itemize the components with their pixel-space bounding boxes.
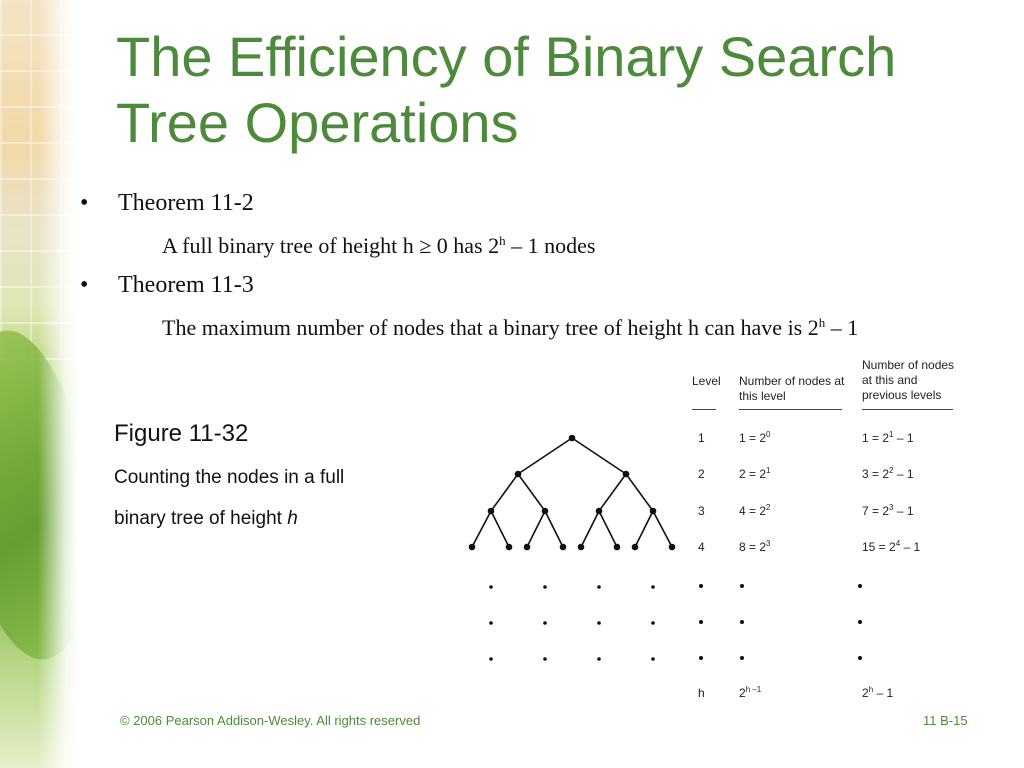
figure-label: Figure 11-32 (114, 420, 249, 447)
slide-title: The Efficiency of Binary Search Tree Operations (116, 25, 897, 154)
footer-page-number: 11 B-15 (923, 713, 968, 728)
statement-exponent: h (499, 233, 506, 248)
tree-edge (491, 511, 509, 547)
tree-edge (599, 511, 617, 547)
statement-exponent: h (818, 315, 826, 330)
header-nodes-at-level: Number of nodes at this level (739, 374, 845, 403)
row-nodes-cumulative: $15 = 2^4 - 1$ (862, 539, 921, 554)
tree-edges (472, 438, 672, 547)
row-nodes-cumulative-h: 2$^h$ – 1 (862, 685, 894, 700)
row-level: 2 (698, 467, 705, 481)
tree-node (669, 544, 676, 551)
statement-text: The maximum number of nodes that a binary tree of height h can have is 2 (162, 315, 819, 340)
tree-edge (653, 511, 672, 547)
row-nodes-at-level: $8 = 2^3$ (739, 539, 771, 554)
tree-edge (635, 511, 653, 547)
bullet-marker: • (80, 190, 89, 216)
row-level: 3 (698, 504, 705, 518)
tree-node (469, 544, 476, 551)
tree-edge (599, 474, 626, 511)
tree-node (506, 544, 513, 551)
header-rule (739, 409, 842, 410)
tree-edge (581, 511, 599, 547)
bullet-heading: Theorem 11-2 (118, 190, 254, 216)
tree-edge (518, 474, 545, 511)
statement-tail: – 1 nodes (505, 233, 596, 258)
tree-edge (472, 511, 491, 547)
row-nodes-cumulative: $7 = 2^3 - 1$ (862, 503, 914, 518)
caption-variable: h (287, 508, 298, 529)
tree-node (515, 471, 522, 478)
row-nodes-at-level: $1 = 2^0$ (739, 430, 771, 445)
tree-node (524, 544, 531, 551)
row-nodes-at-level-h: 2$^{h -1}$ (739, 685, 762, 700)
header-rule (862, 409, 953, 410)
tree-edge (626, 474, 653, 511)
tree-edge (572, 438, 626, 474)
row-nodes-cumulative: $1 = 2^1 - 1$ (862, 430, 914, 445)
tree-node (623, 471, 630, 478)
tree-node (578, 544, 585, 551)
tree-node (488, 508, 495, 515)
header-level: Level (692, 374, 721, 388)
bullet-marker: • (80, 272, 89, 298)
tree-node (614, 544, 621, 551)
row-nodes-cumulative: $3 = 2^2 - 1$ (862, 466, 914, 481)
bullet-heading: Theorem 11-3 (118, 272, 254, 298)
row-level: 4 (698, 540, 705, 554)
statement-text: A full binary tree of height h ≥ 0 has 2 (162, 233, 500, 258)
statement-tail: – 1 (825, 315, 859, 340)
tree-nodes (469, 435, 676, 551)
tree-edge (518, 438, 572, 474)
row-nodes-at-level: $4 = 2^2$ (739, 503, 771, 518)
tree-node (650, 508, 657, 515)
tree-edge (545, 511, 563, 547)
tree-edge (491, 474, 518, 511)
tree-node (542, 508, 549, 515)
figure-caption-line1: Counting the nodes in a full (114, 467, 345, 488)
header-rule (692, 409, 716, 410)
tree-node (596, 508, 603, 515)
caption-prefix: binary tree of height (114, 508, 288, 529)
row-level-h: h (698, 686, 705, 700)
continuation-dots (489, 585, 655, 661)
tree-node (632, 544, 639, 551)
row-level: 1 (698, 431, 705, 445)
header-nodes-cumulative: Number of nodes at this and previous levels (862, 358, 955, 402)
tree-node (569, 435, 576, 442)
tree-edge (527, 511, 545, 547)
row-nodes-at-level: $2 = 2^1$ (739, 466, 771, 481)
footer-copyright: © 2006 Pearson Addison-Wesley. All rights reserved (120, 713, 421, 728)
tree-node (560, 544, 567, 551)
